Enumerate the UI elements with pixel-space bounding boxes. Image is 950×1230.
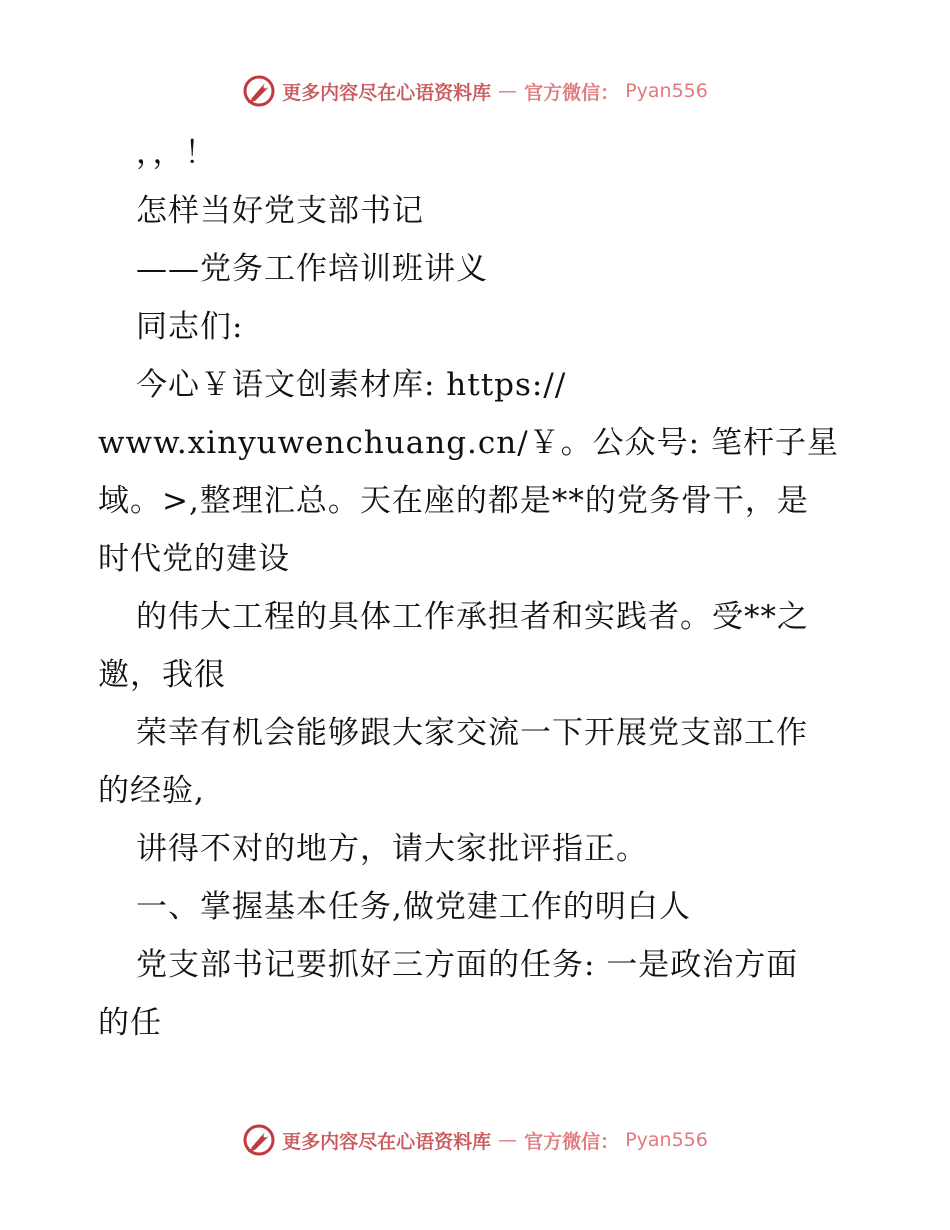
banner-wechat-id: Pyan556 xyxy=(625,1129,708,1151)
doc-line: 讲得不对的地方，请大家批评指正。 xyxy=(136,831,648,867)
doc-line: 的经验, xyxy=(98,773,205,809)
banner-wechat-label: 官方微信： xyxy=(524,1130,620,1153)
pen-nib-logo-icon xyxy=(242,74,276,108)
doc-line: 今心￥语文创素材库: https:// xyxy=(136,367,567,403)
doc-line: 的伟大工程的具体工作承担者和实践者。受**之 xyxy=(136,599,809,635)
pen-nib-logo-icon xyxy=(242,1123,276,1157)
footer-watermark-banner xyxy=(0,1120,950,1160)
banner-dash: — xyxy=(498,80,518,102)
doc-line: 邀，我很 xyxy=(98,657,226,693)
doc-line: www.xinyuwenchuang.cn/￥。公众号: 笔杆子星 xyxy=(98,425,839,461)
banner-wechat-label: 官方微信： xyxy=(524,81,620,104)
doc-line: 荣幸有机会能够跟大家交流一下开展党支部工作 xyxy=(136,715,808,751)
banner-wechat-id: Pyan556 xyxy=(625,80,708,102)
banner-dash: — xyxy=(498,1129,518,1151)
doc-line: 域。>,整理汇总。天在座的都是**的党务骨干，是 xyxy=(98,483,809,519)
banner-main-text: 更多内容尽在心语资料库 xyxy=(282,81,492,104)
banner-main-text: 更多内容尽在心语资料库 xyxy=(282,1130,492,1153)
doc-section-heading: 一、掌握基本任务,做党建工作的明白人 xyxy=(136,889,691,925)
doc-subtitle: ——党务工作培训班讲义 xyxy=(136,251,488,287)
doc-salutation: 同志们: xyxy=(136,309,244,345)
doc-line: 时代党的建设 xyxy=(98,541,290,577)
doc-line: 党支部书记要抓好三方面的任务: 一是政治方面 xyxy=(136,947,799,983)
doc-line: ，，！ xyxy=(136,135,217,171)
doc-title: 怎样当好党支部书记 xyxy=(136,193,424,229)
document-body xyxy=(98,124,858,1052)
header-watermark-banner xyxy=(0,71,950,111)
doc-line: 的任 xyxy=(98,1005,162,1041)
